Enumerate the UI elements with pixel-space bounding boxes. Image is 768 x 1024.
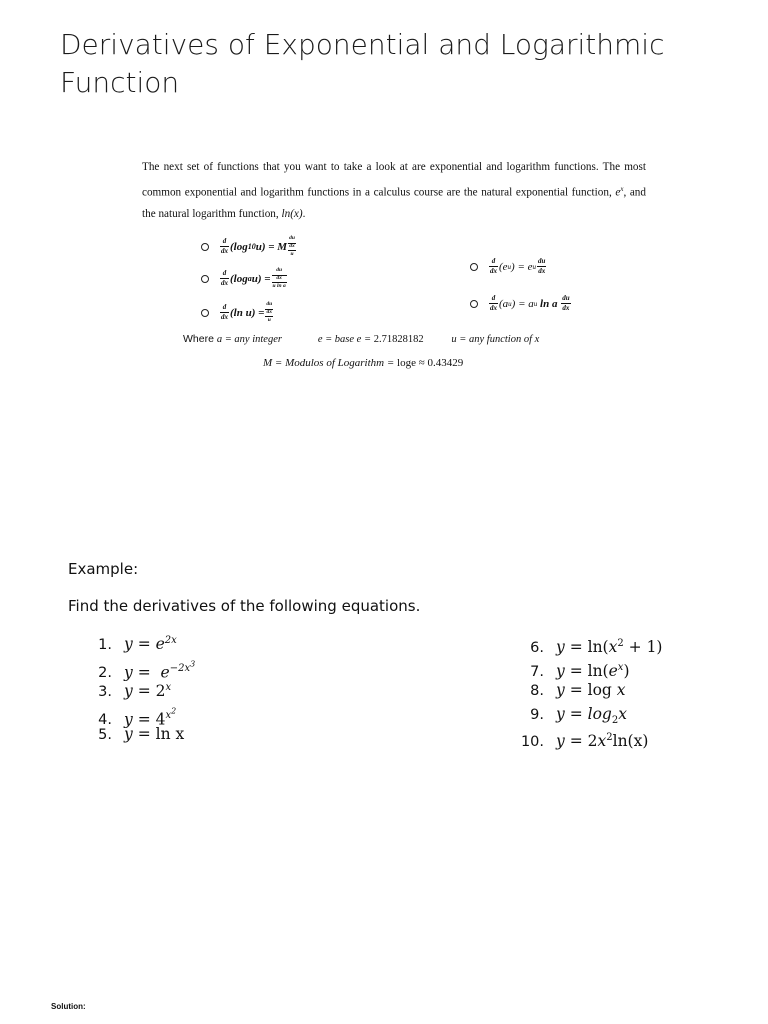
- du-dx-fraction: $\frac{du}{dx}$: [562, 294, 570, 312]
- list-item: 6. $y = \ln(x^2 + 1)$: [530, 638, 663, 657]
- list-item: 5. y = ln x: [98, 725, 185, 743]
- list-item: 7. $y = \ln(e^x)$: [530, 661, 630, 680]
- example-heading: Example:: [68, 560, 139, 578]
- formula-au: $\frac{d}{dx}$ (a u ) = a u ln a $\frac{du}{dx}$: [470, 295, 572, 312]
- d-dx-fraction: $\frac{d}{dx}$: [221, 237, 228, 256]
- formula-eu: $\frac{d}{dx}$ (e u ) = e u $\frac{du}{dx}$: [470, 258, 547, 275]
- formula-ln: $\frac{d}{dx}$ (ln u) = du dx u: [201, 302, 274, 324]
- solution-label: Solution:: [51, 1002, 86, 1011]
- formula-loga: $\frac{d}{dx}$ (log a u) = du dx u ln a: [201, 268, 288, 290]
- intro-paragraph: The next set of functions that you want to take a look at are exponential and logarithm functions. The most common exponential and logarithm functions in a calculus course are the natural exponential function, $e^x$, and the natural logarithm function, ln(x).: [142, 161, 646, 220]
- definitions-line: Where a = any integer e = base e = 2.71828182 u = any function of x: [183, 333, 540, 345]
- instruction-text: Find the derivatives of the following equations.: [68, 597, 421, 615]
- modulus-line: M = Modulos of Logarithm = loge ≈ 0.43429: [263, 357, 464, 369]
- du-over-u-fraction: du dx u: [289, 235, 295, 257]
- du-over-u-fraction: du dx u: [266, 301, 273, 323]
- bullet-icon: [470, 300, 478, 308]
- d-dx-fraction: $\frac{d}{dx}$: [221, 269, 228, 288]
- d-dx-fraction: $\frac{d}{dx}$: [221, 303, 228, 322]
- list-item: 10. $y = 2x^2\ln(x)$: [520, 732, 649, 751]
- list-item: 2. $y = e^{-2x^3}$: [98, 659, 196, 681]
- list-item: 9. $y = \log_2x$: [530, 704, 627, 726]
- bullet-icon: [201, 243, 209, 251]
- list-item: 4. $y = 4^{x^2}$: [98, 706, 177, 728]
- list-item: 8. y = log x: [530, 681, 626, 699]
- equation-list-left: [96, 629, 195, 747]
- bullet-icon: [470, 263, 478, 271]
- list-item: 1. $y = e^{2x}$: [98, 635, 177, 654]
- equation-list-right: [520, 632, 662, 750]
- d-dx-fraction: $\frac{d}{dx}$: [490, 257, 497, 275]
- du-over-ulna-fraction: du dx u ln a: [272, 267, 286, 289]
- du-dx-fraction: $\frac{du}{dx}$: [538, 257, 546, 275]
- d-dx-fraction: $\frac{d}{dx}$: [490, 294, 497, 312]
- page-title: Derivatives of Exponential and Logarithmic Function: [60, 28, 665, 99]
- bullet-icon: [201, 275, 209, 283]
- formula-log10: $\frac{d}{dx}$ (log 10 u) = M du dx u: [201, 236, 297, 258]
- bullet-icon: [201, 309, 209, 317]
- list-item: 3. $y = 2^x$: [98, 682, 172, 701]
